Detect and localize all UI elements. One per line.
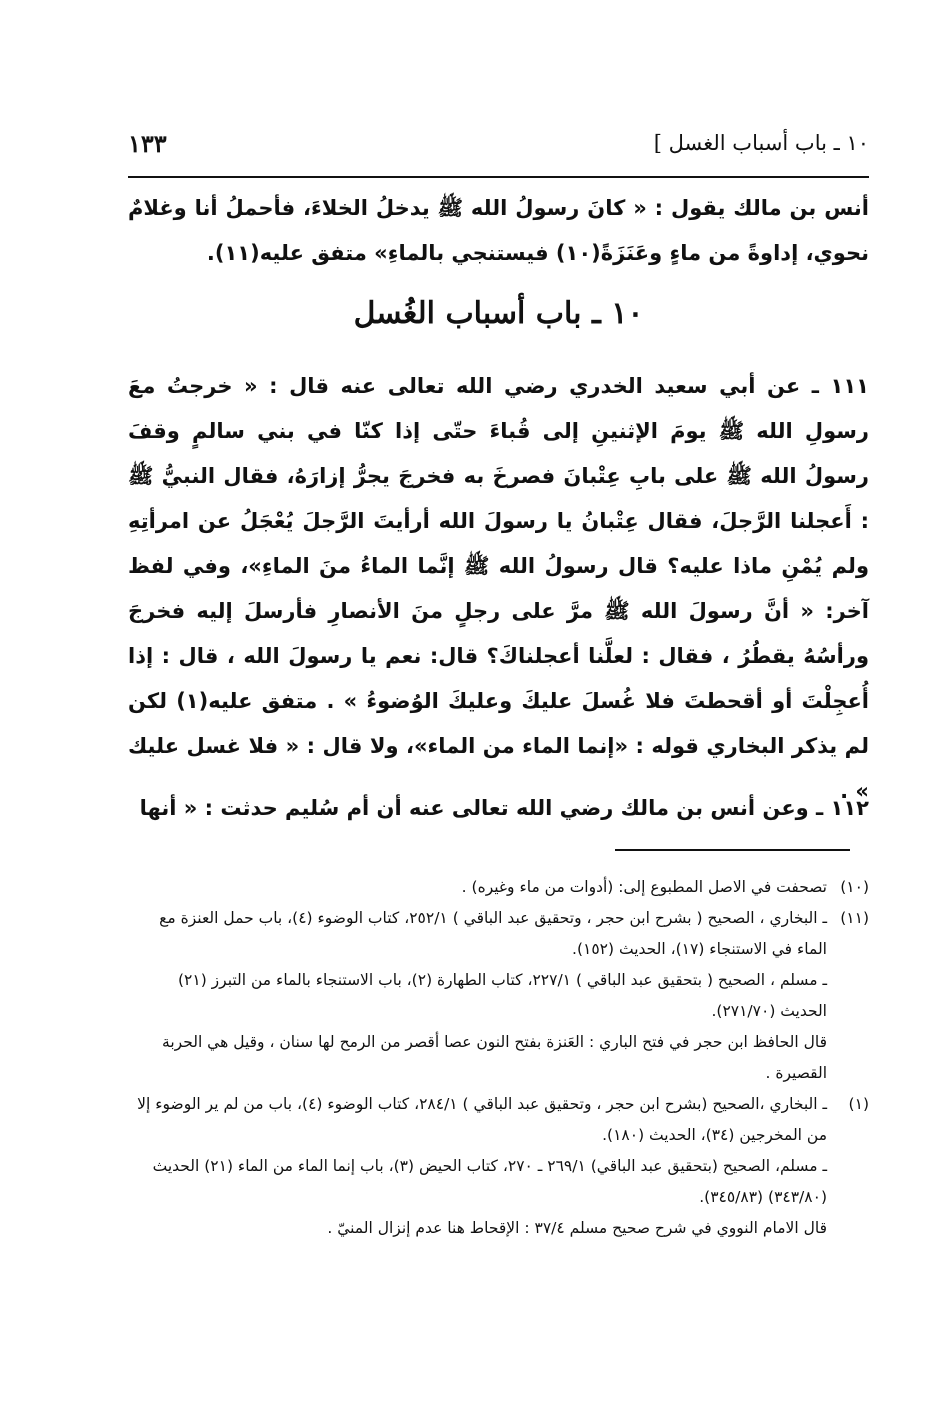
- hadith-text: ـ عن أبي سعيد الخدري رضي الله تعالى عنه قال : « خرجتُ معَ رسولِ الله ﷺ يومَ الإثنينِ إلى قُباءَ حتّى إذا كنّا في بني سالمٍ وقفَ رسولُ الله ﷺ على بابِ عِتْبانَ فصرخَ به فخرجَ يجرُّ إزارَهُ، فقال النبيُّ ﷺ : أَعجلنا الرَّجلَ، فقال عِتْبانُ يا رسولَ الله أرأيتَ الرَّجلَ يُعْجَلُ عن امرأتِهِ ولم يُمْنِ ماذا عليه؟ قال رسولُ الله ﷺ إنَّما الماءُ منَ الماءِ»، وفي لفظ آخر: « أنَّ رسولَ الله ﷺ مرَّ على رجلٍ منَ الأنصارِ فأرسلَ إليه فخرجَ ورأسُهُ يقطُرُ ، فقال : لعلَّنا أعجلناكَ؟ قال: نعم يا رسولَ الله ، قال : إذا أُعجِلْتَ أو أقحطتَ فلا غُسلَ عليكَ وعليكَ الوُضوءُ » . متفق عليه(١) لكن لم يذكر البخاري قوله : «إنما الماء من الماء»، ولا قال : « فلا غسل عليك » .: [128, 374, 869, 803]
- footnote-line: ـ مسلم، الصحيح (بتحقيق عبد الباقي) ٢٦٩/١ ـ ٢٧٠، كتاب الحيض (٣)، باب إنما الماء من الماء (٢١) الحديث (٣٤٣/٨٠) (٣٤٥/٨٣).: [152, 1157, 827, 1206]
- footnote-line: تصحفت في الاصل المطبوع إلى: (أدوات من ماء وغيره) .: [461, 878, 827, 896]
- footnote-line: قال الحافظ ابن حجر في فتح الباري : العَنزة بفتح النون عصا أقصر من الرمح لها سنان ، وقيل هي الحربة القصيرة .: [162, 1033, 827, 1082]
- footnote: [128, 872, 869, 903]
- header-divider: [128, 176, 869, 178]
- hadith-number: ١١١: [830, 374, 869, 398]
- footnote-line: ـ مسلم ، الصحيح ( بتحقيق عبد الباقي ) ٢٢٧/١، كتاب الطهارة (٢)، باب الاستنجاء بالماء من التبرز (٢١) الحديث (٢٧١/٧٠).: [177, 971, 827, 1020]
- hadith-111: [128, 364, 869, 814]
- footnote-marker: (١): [848, 1095, 869, 1113]
- section-title: ١٠ ـ باب أسباب الغُسل: [353, 296, 644, 331]
- hadith-number: ١١٢: [830, 796, 869, 820]
- footnote: [128, 1089, 869, 1244]
- page-header: [128, 125, 869, 161]
- footnote-line: ـ البخاري ،الصحيح (بشرح ابن حجر ، وتحقيق عبد الباقي ) ٢٨٤/١، كتاب الوضوء (٤)، باب من لم ير الوضوء إلا من المخرجين (٣٤)، الحديث (١٨٠).: [137, 1095, 827, 1144]
- intro-paragraph: أنس بن مالك يقول : « كانَ رسولُ الله ﷺ يدخلُ الخلاءَ، فأحملُ أنا وغلامٌ نحوي، إداوةً من ماءٍ وعَنَزَةً(١٠) فيستنجي بالماءِ» متفق عليه(١١).: [128, 196, 869, 265]
- hadith-text: ـ وعن أنس بن مالك رضي الله تعالى عنه أن أم سُليم حدثت : « أنها: [139, 796, 824, 820]
- footnote: [128, 903, 869, 1089]
- hadith-112: [128, 786, 869, 831]
- page-number: ١٣٣: [128, 128, 167, 158]
- chapter-running-title: ١٠ ـ باب أسباب الغسل ]: [653, 131, 869, 155]
- footnote-marker: (١٠): [840, 878, 869, 896]
- footnote-line: ـ البخاري ، الصحيح ( بشرح ابن حجر ، وتحقيق عبد الباقي ) ٢٥٢/١، كتاب الوضوء (٤)، باب حمل العنزة مع الماء في الاستنجاء (١٧)، الحديث (١٥٢).: [159, 909, 827, 958]
- footnote-line: قال الامام النووي في شرح صحيح مسلم ٣٧/٤ : الإقحاط هنا عدم إنزال المنيّ .: [327, 1219, 827, 1237]
- footnote-marker: (١١): [840, 909, 869, 927]
- footnote-divider: [615, 849, 850, 851]
- footnotes: [128, 872, 869, 1244]
